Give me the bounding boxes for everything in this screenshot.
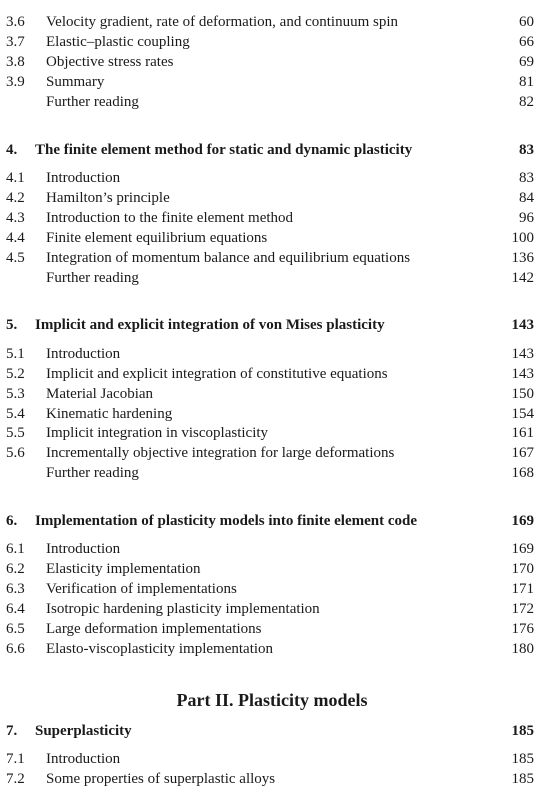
page-number: 83	[519, 142, 534, 158]
page-number: 83	[519, 170, 534, 186]
toc-entry[interactable]	[0, 364, 544, 384]
part-heading[interactable]: Part II. Plasticity models	[176, 690, 368, 710]
page-number: 170	[511, 561, 534, 577]
page-number: 176	[511, 621, 534, 637]
page-number: 142	[511, 270, 534, 286]
section-number: 3.7	[6, 34, 25, 50]
toc-entry[interactable]	[0, 559, 544, 579]
toc-chapter-heading[interactable]	[0, 721, 544, 741]
section-number: 5.5	[6, 425, 25, 441]
chapter-number: 5.	[6, 317, 18, 333]
chapter-title: Superplasticity	[35, 723, 132, 739]
section-number: 6.1	[6, 541, 25, 557]
toc-entry[interactable]	[0, 639, 544, 659]
toc-entry-further-reading[interactable]	[0, 268, 544, 288]
toc-entry[interactable]	[0, 404, 544, 424]
section-title: Implicit integration in viscoplasticity	[46, 425, 269, 441]
toc-entry-further-reading[interactable]	[0, 463, 544, 483]
section-number: 3.8	[6, 54, 25, 70]
page-number: 171	[511, 581, 534, 597]
toc-entry[interactable]	[0, 32, 544, 52]
toc-entry[interactable]	[0, 52, 544, 72]
toc-entry[interactable]	[0, 539, 544, 559]
section-title: Isotropic hardening plasticity implementation	[46, 601, 320, 617]
page-number: 172	[511, 601, 534, 617]
toc-entry[interactable]	[0, 749, 544, 769]
section-title: Kinematic hardening	[46, 406, 173, 422]
section-title: Large deformation implementations	[46, 621, 262, 637]
toc-entry[interactable]	[0, 599, 544, 619]
page-number: 143	[511, 317, 534, 333]
section-number: 6.6	[6, 641, 25, 657]
toc-entry[interactable]	[0, 423, 544, 443]
page-number: 185	[511, 723, 534, 739]
page-number: 167	[511, 445, 534, 461]
toc-entry[interactable]	[0, 443, 544, 463]
toc-entry[interactable]	[0, 72, 544, 92]
section-title: Some properties of superplastic alloys	[46, 771, 276, 787]
section-title: Summary	[46, 74, 105, 90]
chapter-number: 6.	[6, 513, 18, 529]
page-number: 96	[519, 210, 534, 226]
page-number: 69	[519, 54, 534, 70]
page-number: 60	[519, 14, 534, 30]
page-number: 169	[511, 513, 534, 529]
toc-entry[interactable]	[0, 208, 544, 228]
chapter-number: 7.	[6, 723, 18, 739]
section-number: 5.1	[6, 346, 25, 362]
section-title: Introduction	[46, 751, 121, 767]
section-title: Further reading	[46, 465, 139, 481]
section-title: Introduction	[46, 346, 121, 362]
toc-entry-further-reading[interactable]	[0, 92, 544, 112]
section-title: Implicit and explicit integration of constitutive equations	[46, 366, 388, 382]
section-title: Finite element equilibrium equations	[46, 230, 268, 246]
page-number: 161	[511, 425, 534, 441]
page-number: 143	[511, 366, 534, 382]
chapter-title: Implementation of plasticity models into finite element code	[35, 513, 418, 529]
page-number: 136	[511, 250, 534, 266]
page-number: 143	[511, 346, 534, 362]
section-title: Incrementally objective integration for large deformations	[46, 445, 395, 461]
section-title: Objective stress rates	[46, 54, 174, 70]
section-title: Further reading	[46, 94, 139, 110]
page-number: 81	[519, 74, 534, 90]
section-number: 4.1	[6, 170, 25, 186]
section-number: 6.3	[6, 581, 25, 597]
section-title: Verification of implementations	[46, 581, 237, 597]
page-number: 84	[519, 190, 534, 206]
section-title: Hamilton’s principle	[46, 190, 170, 206]
section-title: Introduction to the finite element method	[46, 210, 294, 226]
section-number: 3.6	[6, 14, 25, 30]
section-number: 7.1	[6, 751, 25, 767]
page-number: 154	[511, 406, 534, 422]
section-title: Elasto-viscoplasticity implementation	[46, 641, 274, 657]
section-title: Elasticity implementation	[46, 561, 201, 577]
page-number: 100	[511, 230, 534, 246]
section-number: 3.9	[6, 74, 25, 90]
toc-chapter-heading[interactable]	[0, 140, 544, 160]
section-title: Elastic–plastic coupling	[46, 34, 190, 50]
section-title: Material Jacobian	[46, 386, 154, 402]
section-number: 4.4	[6, 230, 25, 246]
page-number: 180	[511, 641, 534, 657]
section-title: Introduction	[46, 170, 121, 186]
chapter-number: 4.	[6, 142, 18, 158]
section-number: 7.2	[6, 771, 25, 787]
section-number: 4.3	[6, 210, 25, 226]
page-number: 168	[511, 465, 534, 481]
section-title: Velocity gradient, rate of deformation, and continuum spin	[46, 14, 398, 30]
toc-chapter-heading[interactable]	[0, 511, 544, 531]
toc-entry[interactable]	[0, 168, 544, 188]
section-number: 5.2	[6, 366, 25, 382]
toc-entry[interactable]	[0, 619, 544, 639]
section-number: 4.2	[6, 190, 25, 206]
page-number: 66	[519, 34, 534, 50]
section-number: 6.4	[6, 601, 25, 617]
page-number: 150	[511, 386, 534, 402]
toc-entry[interactable]	[0, 228, 544, 248]
toc-entry[interactable]	[0, 769, 544, 789]
toc-entry[interactable]	[0, 12, 544, 32]
toc-entry[interactable]	[0, 344, 544, 364]
page-number: 185	[511, 771, 534, 787]
page-number: 185	[511, 751, 534, 767]
chapter-title: The finite element method for static and dynamic plasticity	[35, 142, 413, 158]
section-title: Further reading	[46, 270, 139, 286]
section-title: Integration of momentum balance and equilibrium equations	[46, 250, 411, 266]
toc-entry[interactable]	[0, 188, 544, 208]
chapter-title: Implicit and explicit integration of von Mises plasticity	[35, 317, 385, 333]
section-number: 4.5	[6, 250, 25, 266]
page-number: 169	[511, 541, 534, 557]
page-number: 82	[519, 94, 534, 110]
section-number: 6.2	[6, 561, 25, 577]
section-title: Introduction	[46, 541, 121, 557]
toc-entry[interactable]	[0, 248, 544, 268]
section-number: 5.4	[6, 406, 25, 422]
section-number: 6.5	[6, 621, 25, 637]
section-number: 5.3	[6, 386, 25, 402]
section-number: 5.6	[6, 445, 25, 461]
toc-entry[interactable]	[0, 579, 544, 599]
toc-chapter-heading[interactable]	[0, 315, 544, 335]
toc-entry[interactable]	[0, 384, 544, 404]
